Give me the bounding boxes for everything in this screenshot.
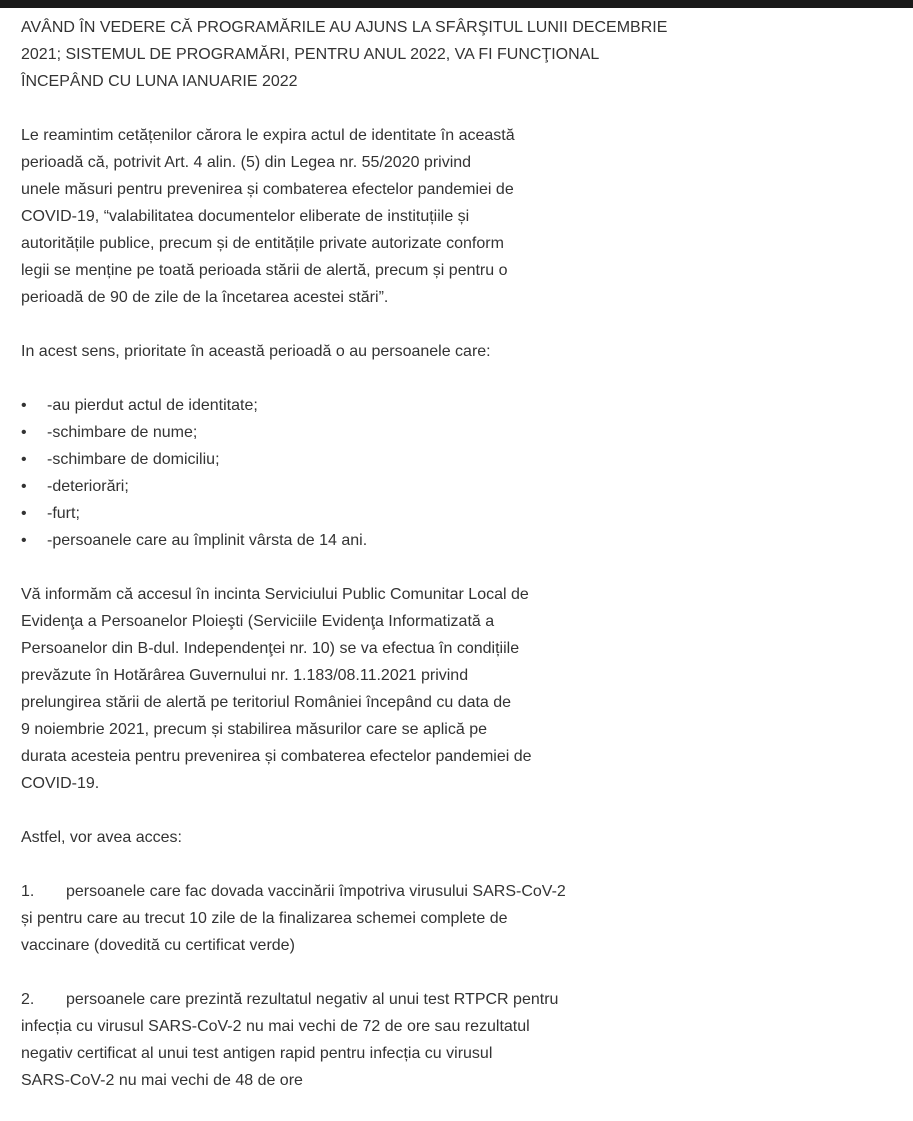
list-item-text: -deteriorări; — [47, 478, 129, 495]
list-item-text: -schimbare de domiciliu; — [47, 451, 220, 468]
list-item-text: -persoanele care au împlinit vârsta de 14 ani. — [47, 532, 368, 549]
bullet-icon: • — [21, 424, 27, 441]
bullet-icon: • — [21, 397, 27, 414]
list-item-text: -schimbare de nume; — [47, 424, 198, 441]
access-paragraph: Vă informăm că accesul în incinta Serviciului Public Comunitar Local de Evidenţa a Persoanelor Ploieşti (Serviciile Evidenţa Informatizată a Persoanelor din B-dul. Independenţei nr. 10) se va efectua în condițiile prevăzute în Hotărârea Guvernului nr. 1.183/08.11.2021 privind prelungirea stării de alertă pe teritoriul României începând cu data de 9 noiembrie 2021, precum și stabilirea măsurilor care se aplică pe durata acesteia pentru prevenirea și combaterea efectelor pandemiei de COVID-19. — [21, 586, 532, 792]
numbered-item-1 — [21, 878, 901, 959]
item-number: 2. — [21, 991, 35, 1008]
list-item — [21, 446, 901, 473]
item-rest: și pentru care au trecut 10 zile de la finalizarea schemei complete de vaccinare (dovedită cu certificat verde) — [21, 910, 508, 954]
item-number: 1. — [21, 883, 35, 900]
bullet-icon: • — [21, 505, 27, 522]
list-item — [21, 500, 901, 527]
bullet-icon: • — [21, 478, 27, 495]
list-item-text: -au pierdut actul de identitate; — [47, 397, 258, 414]
reminder-paragraph: Le reamintim cetățenilor cărora le expira actul de identitate în această perioadă că, potrivit Art. 4 alin. (5) din Legea nr. 55/2020 privind unele măsuri pentru prevenirea și combaterea efectelor pandemiei de COVID-19, “valabilitatea documentelor eliberate de instituțiile și autoritățile publice, precum și de entitățile private autorizate conform legii se menține pe toată perioada stării de alertă, precum și pentru o perioadă de 90 de zile de la încetarea acestei stări”. — [21, 127, 515, 306]
list-item — [21, 419, 901, 446]
list-item — [21, 392, 901, 419]
astfel-paragraph: Astfel, vor avea acces: — [21, 829, 182, 846]
heading: AVÂND ÎN VEDERE CĂ PROGRAMĂRILE AU AJUNS LA SFÂRŞITUL LUNII DECEMBRIE 2021; SISTEMUL DE PROGRAMĂRI, PENTRU ANUL 2022, VA FI FUNCŢIONAL ÎNCEPÂND CU LUNA IANUARIE 2022 — [21, 19, 668, 90]
item-first-line: persoanele care prezintă rezultatul negativ al unui test RTPCR pentru — [66, 991, 559, 1008]
item-first-line: persoanele care fac dovada vaccinării împotriva virusului SARS-CoV-2 — [66, 883, 566, 900]
list-item-text: -furt; — [47, 505, 80, 522]
top-bar — [0, 0, 913, 8]
item-rest: infecția cu virusul SARS-CoV-2 nu mai vechi de 72 de ore sau rezultatul negativ certificat al unui test antigen rapid pentru infecția cu virusul SARS-CoV-2 nu mai vechi de 48 de ore — [21, 1018, 530, 1089]
article-content — [21, 14, 901, 1121]
bullet-icon: • — [21, 451, 27, 468]
priority-list — [21, 392, 901, 554]
list-item — [21, 473, 901, 500]
bullet-icon: • — [21, 532, 27, 549]
priority-paragraph: In acest sens, prioritate în această perioadă o au persoanele care: — [21, 343, 491, 360]
numbered-item-2 — [21, 986, 901, 1094]
list-item — [21, 527, 901, 554]
